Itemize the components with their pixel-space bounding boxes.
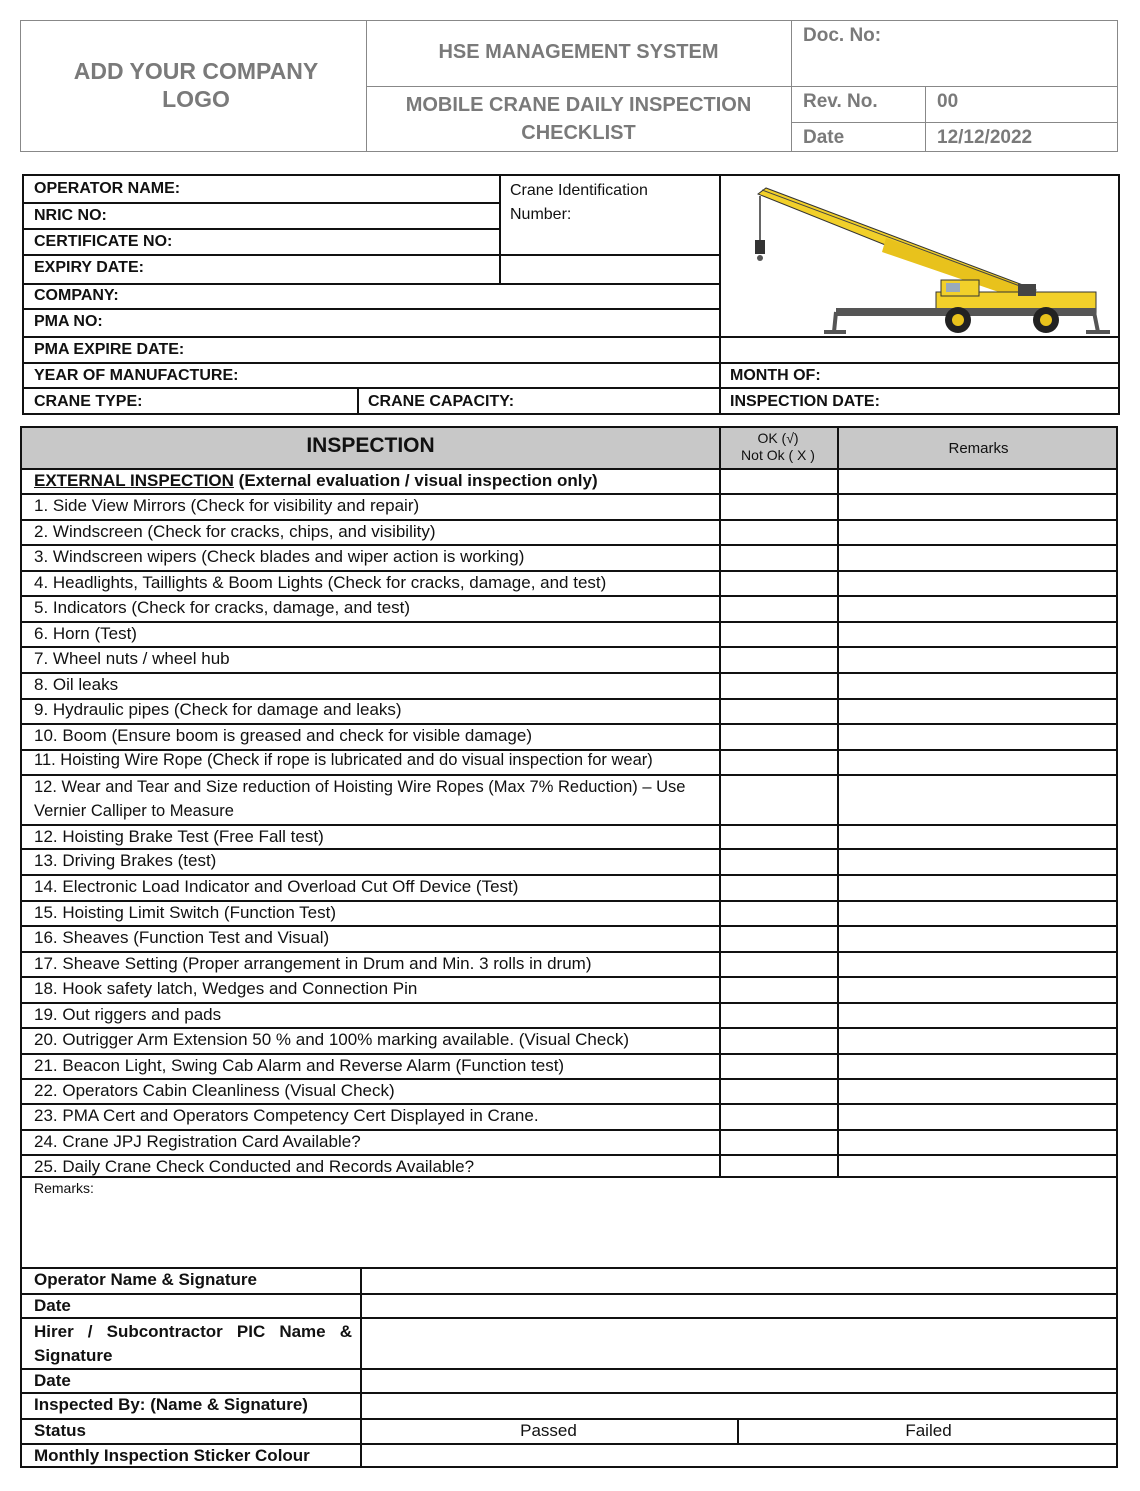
pma-no-label: PMA NO: bbox=[34, 313, 103, 330]
rev-no-value: 00 bbox=[937, 91, 959, 112]
checklist-item: 6. Horn (Test) bbox=[34, 624, 137, 643]
expiry-date-label: EXPIRY DATE: bbox=[34, 259, 144, 276]
checklist-item: 5. Indicators (Check for cracks, damage, and test) bbox=[34, 598, 411, 617]
inspected-by-label: Inspected By: (Name & Signature) bbox=[34, 1395, 308, 1414]
status-passed[interactable]: Passed bbox=[520, 1421, 577, 1440]
date-value: 12/12/2022 bbox=[937, 127, 1033, 148]
checklist-item: 11. Hoisting Wire Rope (Check if rope is lubricated and do visual inspection for wear) bbox=[34, 751, 653, 769]
operator-crane-info-table bbox=[22, 174, 1120, 415]
year-of-manufacture-label: YEAR OF MANUFACTURE: bbox=[34, 367, 239, 384]
checklist-item: 1. Side View Mirrors (Check for visibility and repair) bbox=[34, 496, 420, 515]
date-label: Date bbox=[803, 127, 845, 148]
section-title-row bbox=[34, 471, 598, 491]
section-note: (External evaluation / visual inspection only) bbox=[233, 471, 598, 490]
status-failed[interactable]: Failed bbox=[905, 1421, 952, 1440]
checklist-item: 3. Windscreen wipers (Check blades and wiper action is working) bbox=[34, 547, 525, 566]
checklist-item: 25. Daily Crane Check Conducted and Records Available? bbox=[34, 1157, 475, 1176]
hirer-date-label: Date bbox=[34, 1371, 71, 1390]
checklist-item: 18. Hook safety latch, Wedges and Connection Pin bbox=[34, 979, 418, 998]
remarks-column-header: Remarks bbox=[948, 440, 1009, 457]
hirer-signature-label: Hirer / Subcontractor PIC Name & Signature bbox=[34, 1322, 352, 1365]
rev-no-label: Rev. No. bbox=[803, 91, 878, 112]
checklist-item: 12. Wear and Tear and Size reduction of Hoisting Wire Ropes (Max 7% Reduction) – Use Vernier Calliper to Measure bbox=[34, 778, 686, 820]
checklist-item: 8. Oil leaks bbox=[34, 675, 119, 694]
not-ok-label: Not Ok ( X ) bbox=[741, 447, 815, 463]
checklist-item: 20. Outrigger Arm Extension 50 % and 100% marking available. (Visual Check) bbox=[34, 1030, 629, 1049]
section-title: EXTERNAL INSPECTION bbox=[34, 471, 234, 490]
company-label: COMPANY: bbox=[34, 287, 119, 304]
checklist-item: 21. Beacon Light, Swing Cab Alarm and Reverse Alarm (Function test) bbox=[34, 1056, 565, 1075]
checklist-item: 4. Headlights, Taillights & Boom Lights (Check for cracks, damage, and test) bbox=[34, 573, 607, 592]
checklist-item: 19. Out riggers and pads bbox=[34, 1005, 222, 1024]
sticker-colour-label: Monthly Inspection Sticker Colour bbox=[34, 1446, 310, 1465]
crane-capacity-label: CRANE CAPACITY: bbox=[368, 393, 515, 410]
checklist-item: 16. Sheaves (Function Test and Visual) bbox=[34, 928, 330, 947]
certificate-no-label: CERTIFICATE NO: bbox=[34, 233, 173, 250]
ok-label: OK (√) bbox=[757, 430, 799, 446]
checklist-item: 14. Electronic Load Indicator and Overload Cut Off Device (Test) bbox=[34, 877, 519, 896]
status-label: Status bbox=[34, 1421, 86, 1440]
operator-date-label: Date bbox=[34, 1296, 71, 1315]
checklist-item: 10. Boom (Ensure boom is greased and check for visible damage) bbox=[34, 726, 532, 745]
checklist-item: 7. Wheel nuts / wheel hub bbox=[34, 649, 230, 668]
company-logo-placeholder: ADD YOUR COMPANY LOGO bbox=[73, 58, 319, 112]
checklist-item: 13. Driving Brakes (test) bbox=[34, 851, 217, 870]
checklist-item: 15. Hoisting Limit Switch (Function Test) bbox=[34, 903, 337, 922]
nric-no-label: NRIC NO: bbox=[34, 207, 107, 224]
checklist-item: 9. Hydraulic pipes (Check for damage and leaks) bbox=[34, 700, 402, 719]
inspection-date-label: INSPECTION DATE: bbox=[730, 393, 880, 410]
pma-expire-date-label: PMA EXPIRE DATE: bbox=[34, 341, 185, 358]
document-title: MOBILE CRANE DAILY INSPECTION CHECKLIST bbox=[405, 94, 752, 144]
operator-signature-label: Operator Name & Signature bbox=[34, 1270, 257, 1289]
checklist-item: 22. Operators Cabin Cleanliness (Visual Check) bbox=[34, 1081, 395, 1100]
checklist-item: 17. Sheave Setting (Proper arrangement in Drum and Min. 3 rolls in drum) bbox=[34, 954, 592, 973]
remarks-label: Remarks: bbox=[34, 1180, 94, 1196]
crane-id-label: Crane Identification Number: bbox=[510, 182, 648, 223]
crane-type-label: CRANE TYPE: bbox=[34, 393, 143, 410]
checklist-item: 23. PMA Cert and Operators Competency Cert Displayed in Crane. bbox=[34, 1106, 539, 1125]
system-title: HSE MANAGEMENT SYSTEM bbox=[438, 41, 719, 63]
ok-column-header bbox=[719, 430, 837, 464]
checklist-item: 12. Hoisting Brake Test (Free Fall test) bbox=[34, 827, 324, 846]
doc-no-label: Doc. No: bbox=[803, 25, 882, 46]
checklist-item: 24. Crane JPJ Registration Card Available? bbox=[34, 1132, 361, 1151]
checklist-item: 2. Windscreen (Check for cracks, chips, and visibility) bbox=[34, 522, 436, 541]
crane-photo-icon bbox=[736, 180, 1116, 335]
month-of-label: MONTH OF: bbox=[730, 367, 821, 384]
inspection-checklist-table bbox=[20, 426, 1118, 1468]
inspection-column-header: INSPECTION bbox=[306, 434, 435, 457]
document-header bbox=[20, 20, 1118, 152]
operator-name-label: OPERATOR NAME: bbox=[34, 180, 181, 197]
